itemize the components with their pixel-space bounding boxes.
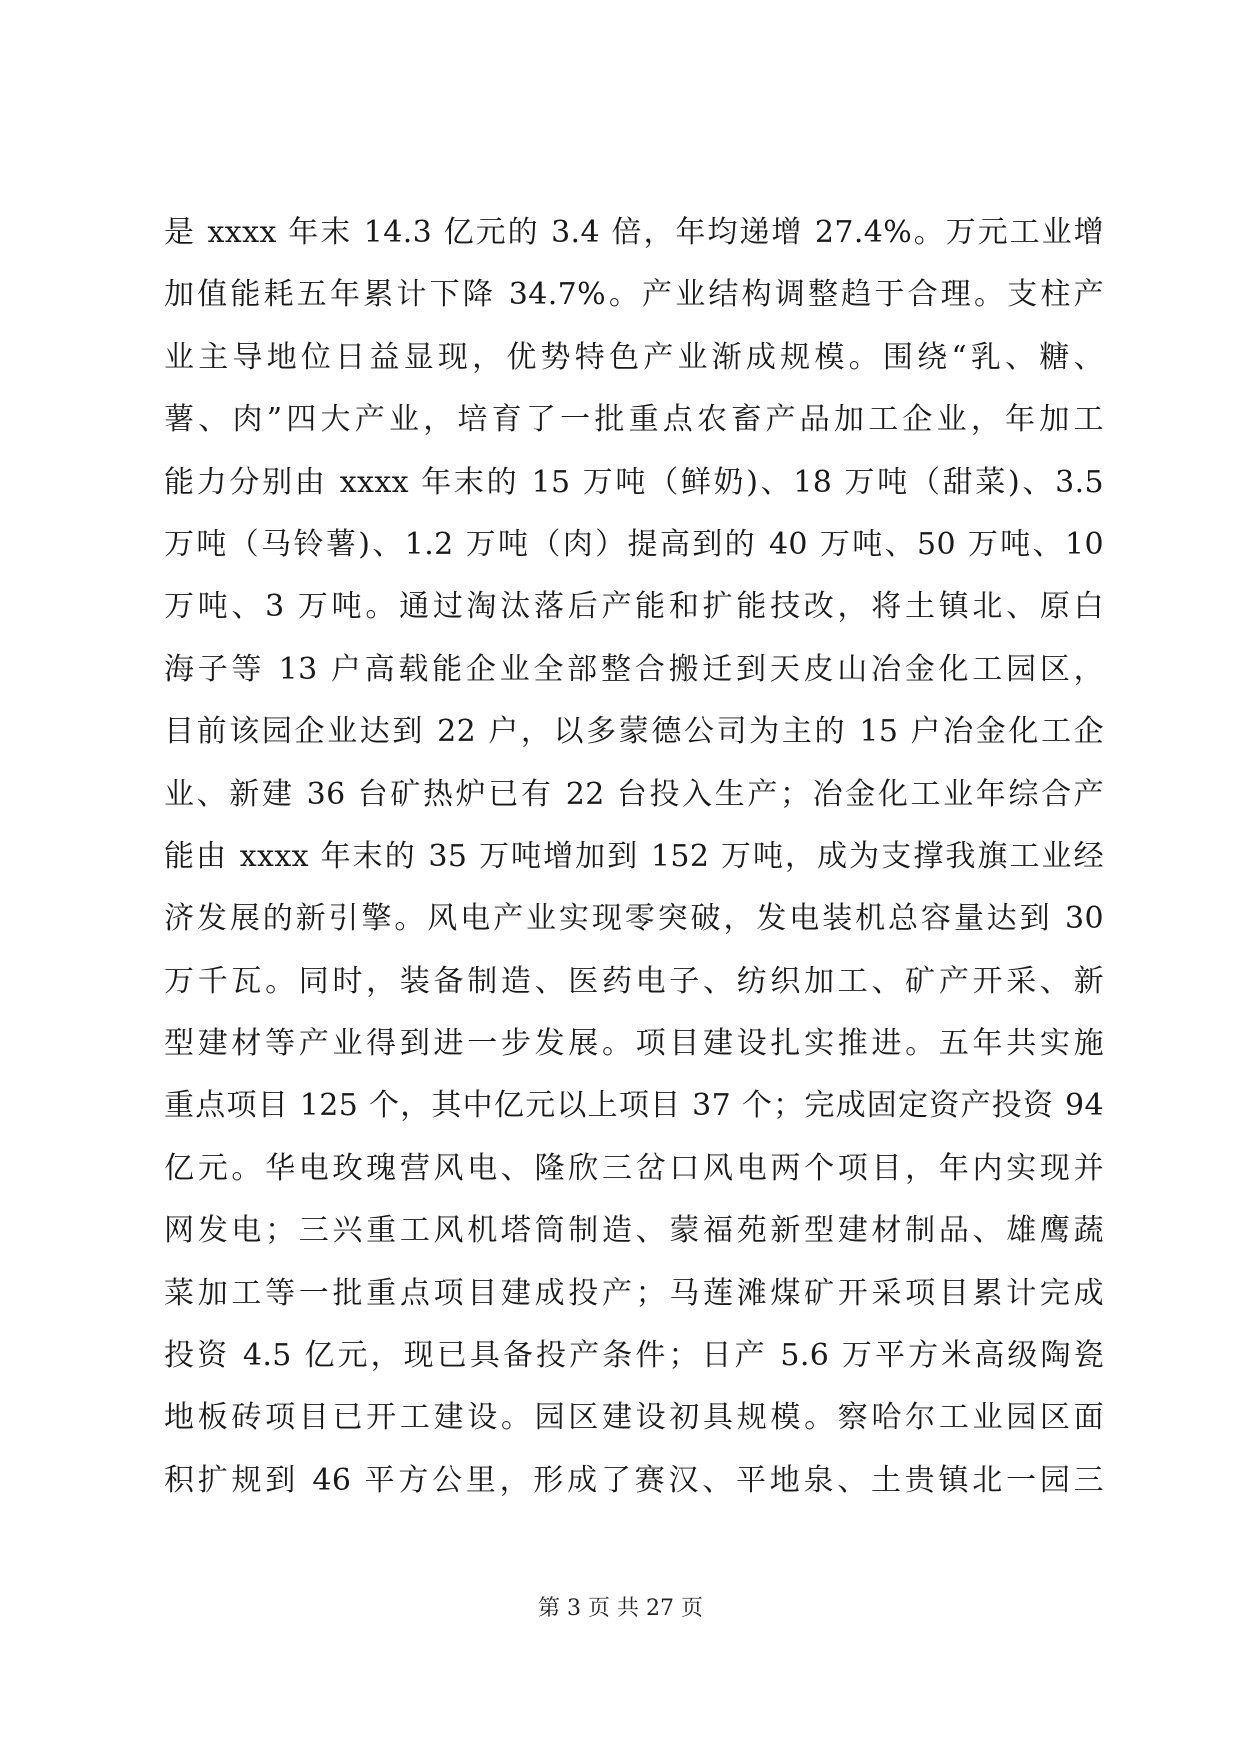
text-line: 万千瓦。同时，装备制造、医药电子、纺织加工、矿产开采、新 xyxy=(164,963,1104,999)
body-paragraph xyxy=(164,202,1104,1512)
text-line: 型建材等产业得到进一步发展。项目建设扎实推进。五年共实施 xyxy=(164,1026,1104,1062)
text-line: 加值能耗五年累计下降 34.7%。产业结构调整趋于合理。支柱产 xyxy=(164,277,1104,313)
text-line: 目前该园企业达到 22 户，以多蒙德公司为主的 15 户冶金化工企 xyxy=(164,714,1104,750)
text-line: 能力分别由 xxxx 年末的 15 万吨（鲜奶)、18 万吨（甜菜)、3.5 xyxy=(164,464,1104,500)
text-line: 积扩规到 46 平方公里，形成了赛汉、平地泉、土贵镇北一园三 xyxy=(164,1462,1104,1498)
text-line: 万吨（马铃薯)、1.2 万吨（肉）提高到的 40 万吨、50 万吨、10 xyxy=(164,526,1104,562)
text-line: 业主导地位日益显现，优势特色产业渐成规模。围绕“乳、糖、 xyxy=(164,339,1104,375)
text-line: 重点项目 125 个，其中亿元以上项目 37 个；完成固定资产投资 94 xyxy=(164,1088,1104,1124)
text-line: 济发展的新引擎。风电产业实现零突破，发电装机总容量达到 30 xyxy=(164,901,1104,937)
text-line: 万吨、3 万吨。通过淘汰落后产能和扩能技改，将土镇北、原白 xyxy=(164,589,1104,625)
text-line: 亿元。华电玫瑰营风电、隆欣三岔口风电两个项目，年内实现并 xyxy=(164,1150,1104,1186)
text-line: 投资 4.5 亿元，现已具备投产条件；日产 5.6 万平方米高级陶瓷 xyxy=(164,1338,1104,1374)
text-line: 是 xxxx 年末 14.3 亿元的 3.4 倍，年均递增 27.4%。万元工业增 xyxy=(164,215,1104,250)
text-line: 业、新建 36 台矿热炉已有 22 台投入生产；冶金化工业年综合产 xyxy=(164,776,1104,812)
text-line: 海子等 13 户高载能企业全部整合搬迁到天皮山冶金化工园区， xyxy=(164,651,1104,687)
text-line: 薯、肉”四大产业，培育了一批重点农畜产品加工企业，年加工 xyxy=(164,402,1104,438)
page-number-footer: 第 3 页 共 27 页 xyxy=(538,1596,703,1621)
text-line: 菜加工等一批重点项目建成投产；马莲滩煤矿开采项目累计完成 xyxy=(164,1275,1104,1311)
text-line: 网发电；三兴重工风机塔筒制造、蒙福苑新型建材制品、雄鹰蔬 xyxy=(164,1213,1104,1249)
text-line: 地板砖项目已开工建设。园区建设初具规模。察哈尔工业园区面 xyxy=(164,1400,1104,1436)
text-line: 能由 xxxx 年末的 35 万吨增加到 152 万吨，成为支撑我旗工业经 xyxy=(164,838,1104,874)
